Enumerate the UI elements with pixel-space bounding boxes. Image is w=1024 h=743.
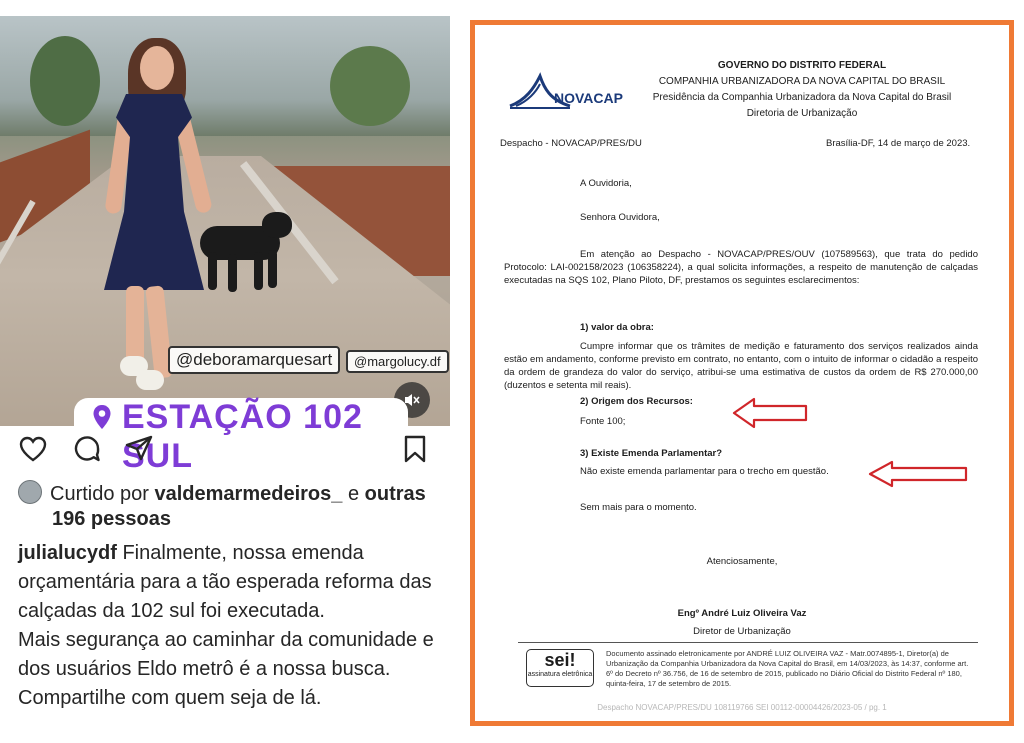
document-footer: Despacho NOVACAP/PRES/DU 108119766 SEI 00112-00004426/2023-05 / pg. 1 xyxy=(597,703,887,712)
share-icon[interactable] xyxy=(124,434,154,464)
signature-notice: Documento assinado eletronicamente por ANDRÉ LUIZ OLIVEIRA VAZ - Matr.0074895-1, Diretor(a) de Urbanização da Companhia Urbanizadora da Nova Capital do Brasil, em 14/03/2023, às 14:37, conforme art. 6º do Decreto nº 36.756, de 16 de setembro de 2015, publicado no Diário Oficial do Distrito Federal nº 180, quinta-feira, 17 de setembro de 2015. xyxy=(606,649,969,688)
woman-leg xyxy=(126,286,144,366)
official-document xyxy=(476,26,1008,720)
greeting: Senhora Ouvidora, xyxy=(580,212,660,223)
item1-text: Cumpre informar que os trâmites de medição e faturamento dos serviços realizados ainda estão em andamento, conforme previsto em contrato, no entanto, com o intuito de informar o cidadão a respeito da ordem de grandeza do valor do serviço, atribui-se uma estimativa de custos da ordem de R$ 270.000,00 (duzentos e setenta mil reais). xyxy=(504,341,978,391)
dog-leg xyxy=(208,252,217,290)
caption-line: Mais segurança ao caminhar da comunidade e xyxy=(18,629,434,651)
comment-icon[interactable] xyxy=(72,434,102,464)
caption-line: orçamentária para a tão esperada reforma das xyxy=(18,571,432,593)
caption-line: Finalmente, nossa emenda xyxy=(122,542,364,564)
dog-leg xyxy=(268,250,277,288)
instagram-post xyxy=(0,0,452,743)
sei-subtitle: assinatura eletrônica xyxy=(527,671,593,678)
document-header xyxy=(476,58,1008,122)
document-date: Brasília-DF, 14 de março de 2023. xyxy=(826,138,971,149)
item2-title: 2) Origem dos Recursos: xyxy=(580,396,693,407)
liker-username[interactable]: valdemarmedeiros_ xyxy=(154,483,343,505)
background-tree xyxy=(330,46,410,126)
location-pin-icon xyxy=(92,404,112,437)
sei-logo: sei! xyxy=(544,650,576,670)
likes-others[interactable]: outras xyxy=(364,483,426,505)
logo-text: NOVACAP xyxy=(554,90,623,106)
item3-title: 3) Existe Emenda Parlamentar? xyxy=(580,448,723,459)
user-tag[interactable]: @deboramarquesart xyxy=(168,346,340,374)
header-line: COMPANHIA URBANIZADORA DA NOVA CAPITAL DO BRASIL xyxy=(658,76,946,87)
dog-leg xyxy=(254,252,263,290)
location-label: ESTAÇÃO 102 SUL xyxy=(122,398,363,475)
likes-summary[interactable] xyxy=(18,480,448,532)
caption-line: dos usuários Eldo metrô é a nossa busca. xyxy=(18,658,391,680)
user-tag[interactable]: @margolucy.df xyxy=(346,350,449,373)
background-tree xyxy=(30,36,100,126)
caption-line: calçadas da 102 sul foi executada. xyxy=(18,600,325,622)
sei-seal xyxy=(526,649,594,687)
dog-leg xyxy=(228,254,237,292)
likes-count[interactable]: 196 pessoas xyxy=(52,508,171,530)
annotation-arrow-icon xyxy=(730,396,810,430)
post-actions xyxy=(18,434,430,466)
signer-role: Diretor de Urbanização xyxy=(693,626,791,637)
dog-head xyxy=(262,212,292,238)
header-line: Presidência da Companhia Urbanizadora da Nova Capital do Brasil xyxy=(652,92,952,103)
header-line: GOVERNO DO DISTRITO FEDERAL xyxy=(717,60,887,71)
post-photo[interactable] xyxy=(0,16,450,475)
header-line: Diretoria de Urbanização xyxy=(746,108,858,119)
post-caption xyxy=(18,539,448,713)
item2-text: Fonte 100; xyxy=(580,416,626,427)
closing: Sem mais para o momento. xyxy=(580,502,697,513)
likes-prefix: Curtido por xyxy=(50,483,149,505)
heart-icon[interactable] xyxy=(18,434,48,464)
annotation-arrow-icon xyxy=(866,460,970,488)
intro-paragraph: Em atenção ao Despacho - NOVACAP/PRES/OUV (107589563), que trata do pedido Protocolo: LAI-002158/2023 (106358224), a qual solicita informações, a respeito de manutenção de calçadas executadas na SQS 102, Plano Piloto, DF, prestamos os seguintes esclarecimentos: xyxy=(504,249,978,286)
avatar xyxy=(18,480,42,504)
woman-shoe xyxy=(136,370,164,390)
caption-line: Compartilhe com quem seja de lá. xyxy=(18,687,322,709)
item3-text: Não existe emenda parlamentar para o trecho em questão. xyxy=(580,466,829,477)
despacho-ref: Despacho - NOVACAP/PRES/DU xyxy=(500,138,642,149)
bookmark-icon[interactable] xyxy=(400,434,430,464)
likes-connector: e xyxy=(347,483,360,505)
regards: Atenciosamente, xyxy=(706,556,778,567)
signer-name: Engº André Luiz Oliveira Vaz xyxy=(677,608,807,619)
divider xyxy=(518,642,978,643)
caption-username[interactable]: julialucydf xyxy=(18,542,117,564)
item1-title: 1) valor da obra: xyxy=(580,322,654,333)
addressee: A Ouvidoria, xyxy=(580,178,632,189)
woman-face xyxy=(140,46,174,90)
